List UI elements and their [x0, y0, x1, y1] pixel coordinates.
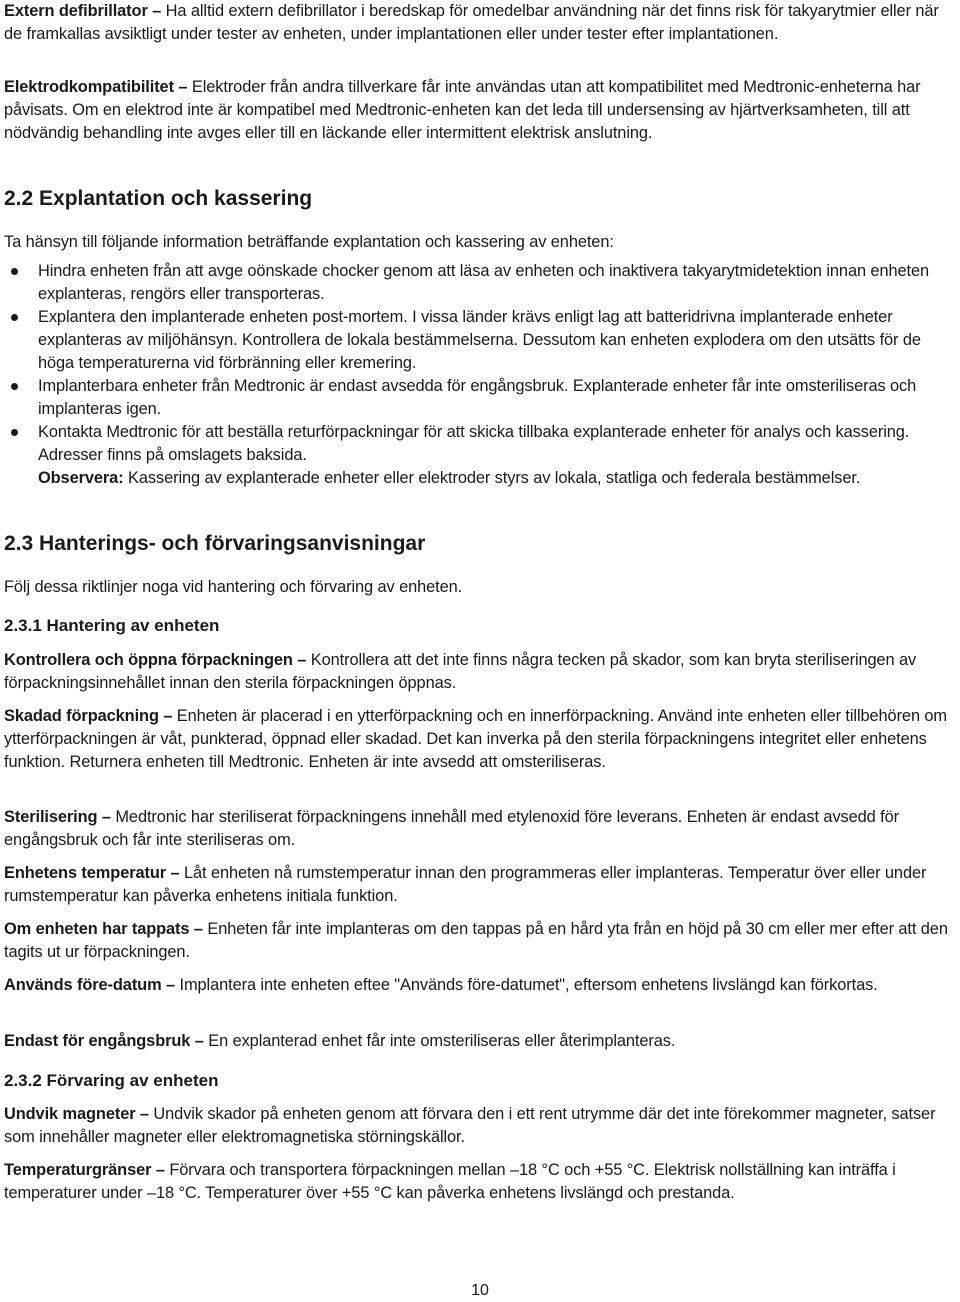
paragraph-item [4, 1030, 960, 1053]
paragraph-title: Om enheten har tappats – [4, 920, 203, 938]
paragraph-title: Elektrodkompatibilitet – [4, 78, 188, 96]
paragraph-text: Enheten är placerad i en ytterförpackning och en innerförpackning. Använd inte enheten eller tillbehören om ytterförpackningen är våt, punkterad, öppnad eller skadad. Det kan inverka på den sterila förpackningens integritet eller enhetens funktion. Returnera enheten till Medtronic. Enheten är inte avsedd att omsteriliseras. [4, 707, 947, 771]
list-item: Kontakta Medtronic för att beställa returförpackningar för att skicka tillbaka explanterade enheter för analys och kassering. Adresser finns på omslagets baksida. [4, 421, 960, 467]
paragraph-item [4, 862, 960, 908]
paragraph-text: Elektroder från andra tillverkare får inte användas utan att kompatibilitet med Medtronic-enheterna har påvisats. Om en elektrod inte är kompatibel med Medtronic-enheten kan det leda till undersensing av hjärtverksamheten, till att nödvändig behandling inte avges eller till en läckande eller intermittent elektrisk anslutning. [4, 78, 921, 142]
paragraph-text: Medtronic har steriliserat förpackningens innehåll med etylenoxid före leverans. Enheten är endast avsedd för engångsbruk och får inte steriliseras om. [4, 808, 899, 849]
paragraph-text: Ha alltid extern defibrillator i beredskap för omedelbar användning när det finns risk för takyarytmier eller när de framkallas avsiktligt under tester av enheten, under implantationen eller under tester efter implantationen. [4, 2, 939, 43]
paragraph-text: Undvik skador på enheten genom att förvara den i ett rent utrymme där det inte förekommer magneter, satser som innehåller magneter eller elektromagnetiska störningskällor. [4, 1105, 936, 1146]
page-number: 10 [471, 1282, 489, 1299]
paragraph-title: Extern defibrillator – [4, 2, 162, 20]
section-heading-2-3: 2.3 Hanterings- och förvaringsanvisningar [4, 532, 426, 555]
paragraph-text: En explanterad enhet får inte omsteriliseras eller återimplanteras. [208, 1032, 676, 1050]
section-lead: Följ dessa riktlinjer noga vid hantering och förvaring av enheten. [4, 578, 463, 596]
list-item: Hindra enheten från att avge oönskade chocker genom att läsa av enheten och inaktivera takyarytmidetektion innan enheten explanteras, rengörs eller transporteras. [4, 260, 960, 306]
note-label: Observera: [38, 469, 124, 487]
paragraph-title: Temperaturgränser – [4, 1161, 165, 1179]
paragraph-text: Låt enheten nå rumstemperatur innan den programmeras eller implanteras. Temperatur över eller under rumstemperatur kan påverka enhetens initiala funktion. [4, 864, 927, 905]
paragraph-title: Endast för engångsbruk – [4, 1032, 204, 1050]
paragraph-item [4, 918, 960, 964]
paragraph-text: Implantera inte enheten eftee "Används före-datumet", eftersom enhetens livslängd kan förkortas. [179, 976, 878, 994]
paragraph-title: Används före-datum – [4, 976, 176, 994]
paragraph-item [4, 806, 960, 852]
paragraph-item [4, 1103, 960, 1149]
section-lead: Ta hänsyn till följande information beträffande explantation och kassering av enheten: [4, 233, 614, 251]
subsection-heading-2-3-2: 2.3.2 Förvaring av enheten [4, 1071, 219, 1090]
paragraph-text: Förvara och transportera förpackningen mellan –18 °C och +55 °C. Elektrisk nollställning kan inträffa i temperaturer under –18 °C. Temperaturer över +55 °C kan påverka enhetens livslängd och prestanda. [4, 1161, 896, 1202]
paragraph-item [4, 974, 960, 997]
section-heading-2-2: 2.2 Explantation och kassering [4, 187, 313, 210]
list-item: Explantera den implanterade enheten post-mortem. I vissa länder krävs enligt lag att batteridrivna implanterade enheter explanteras av miljöhänsyn. Kontrollera de lokala bestämmelserna. Dessutom kan enheten explodera om den utsätts för de höga temperaturerna vid förbränning eller kremering. [4, 306, 960, 375]
paragraph-extern-defibrillator [4, 0, 960, 46]
paragraph-elektrodkompatibilitet [4, 76, 960, 145]
bullet-list [4, 260, 960, 467]
paragraph-title: Kontrollera och öppna förpackningen – [4, 651, 307, 669]
paragraph-title: Sterilisering – [4, 808, 111, 826]
note-paragraph [4, 467, 960, 490]
paragraph-title: Skadad förpackning – [4, 707, 173, 725]
paragraph-title: Undvik magneter – [4, 1105, 149, 1123]
subsection-heading-2-3-1: 2.3.1 Hantering av enheten [4, 616, 220, 635]
paragraph-text: Enheten får inte implanteras om den tappas på en hård yta från en höjd på 30 cm eller mer efter att den tagits ut ur förpackningen. [4, 920, 948, 961]
paragraph-item [4, 649, 960, 695]
note-text: Kassering av explanterade enheter eller elektroder styrs av lokala, statliga och federala bestämmelser. [128, 469, 861, 487]
list-item: Implanterbara enheter från Medtronic är endast avsedda för engångsbruk. Explanterade enheter får inte omsteriliseras och implanteras igen. [4, 375, 960, 421]
paragraph-title: Enhetens temperatur – [4, 864, 180, 882]
paragraph-item [4, 1159, 960, 1205]
paragraph-text: Kontrollera att det inte finns några tecken på skador, som kan bryta steriliseringen av förpackningsinnehållet innan den sterila förpackningen öppnas. [4, 651, 917, 692]
paragraph-item [4, 705, 960, 774]
